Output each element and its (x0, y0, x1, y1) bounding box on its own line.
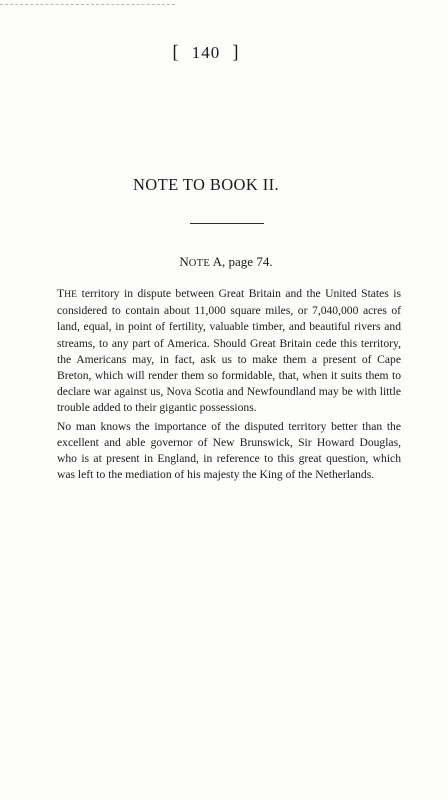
note-body (57, 286, 401, 483)
note-heading-initial: N (179, 254, 189, 269)
note-heading-reference: A, page 74. (210, 254, 273, 269)
top-edge-dash (0, 4, 175, 5)
paragraph-2 (57, 419, 401, 484)
title-rule (190, 223, 264, 224)
left-bracket: [ (172, 42, 180, 63)
paragraph-1-text: territory in dispute between Great Britain and the United States is considered to contain about 11,000 square miles, or 7,040,000 acres of land, equal, in point of fertility, valuable timber, and beautiful rivers and streams, to any part of America. Should Great Britain cede this territory, the Americans may, in fact, ask us to make them a present of Cape Breton, which will render them so formidable, that, when it suits them to declare war against us, Nova Scotia and Newfoundland may be with little trouble added to their gigantic possessions. (57, 287, 401, 415)
paragraph-1 (57, 286, 401, 417)
paragraph-1-initial: T (57, 287, 65, 300)
paragraph-1-small-caps: HE (64, 290, 78, 300)
page-number-header (0, 42, 412, 64)
right-bracket: ] (232, 42, 240, 63)
page-number: 140 (191, 43, 221, 62)
note-heading-small-caps: OTE (188, 258, 211, 269)
paragraph-2-text: No man knows the importance of the disputed territory better than the excellent and able governor of New Brunswick, Sir Howard Douglas, who is at present in England, in reference to this great question, which was left to the mediation of his majesty the King of the Netherlands. (57, 419, 401, 482)
chapter-title: NOTE TO BOOK II. (132, 175, 280, 194)
note-heading (0, 254, 448, 270)
